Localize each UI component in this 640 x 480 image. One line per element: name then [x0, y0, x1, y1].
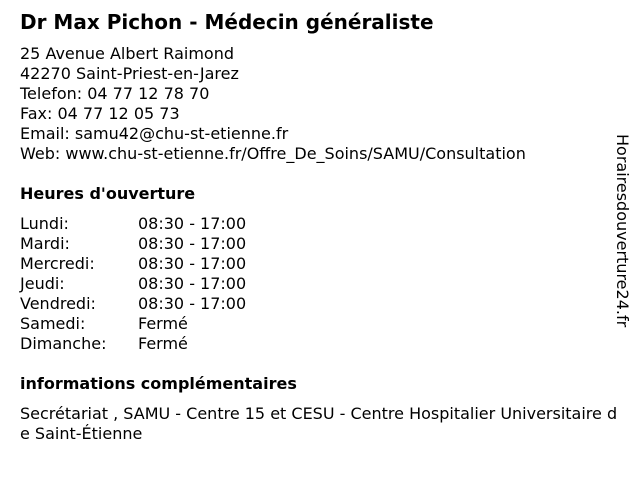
- website-url: Web: www.chu-st-etienne.fr/Offre_De_Soins/SAMU/Consultation: [20, 144, 526, 163]
- address-city: 42270 Saint-Priest-en-Jarez: [20, 64, 239, 83]
- day-hours: Fermé: [138, 314, 188, 333]
- hours-row-sunday: [20, 334, 320, 354]
- day-label: Vendredi:: [20, 294, 96, 313]
- day-label: Mercredi:: [20, 254, 95, 273]
- phone-number: Telefon: 04 77 12 78 70: [20, 84, 210, 103]
- day-hours: 08:30 - 17:00: [138, 274, 247, 293]
- day-label: Lundi:: [20, 214, 69, 233]
- day-hours: Fermé: [138, 334, 188, 353]
- day-hours: 08:30 - 17:00: [138, 234, 247, 253]
- site-watermark: Horairesdouverture24.fr: [613, 134, 632, 328]
- additional-info-text: Secrétariat , SAMU - Centre 15 et CESU - Centre Hospitalier Universitaire de Saint-Étienne: [20, 404, 618, 443]
- hours-row-tuesday: [20, 234, 320, 254]
- hours-row-wednesday: [20, 254, 320, 274]
- day-label: Jeudi:: [20, 274, 65, 293]
- day-hours: 08:30 - 17:00: [138, 214, 247, 233]
- page-title: Dr Max Pichon - Médecin généraliste: [20, 10, 434, 34]
- day-label: Dimanche:: [20, 334, 107, 353]
- address-street: 25 Avenue Albert Raimond: [20, 44, 234, 63]
- opening-hours-heading: Heures d'ouverture: [20, 184, 196, 203]
- fax-number: Fax: 04 77 12 05 73: [20, 104, 180, 123]
- additional-info-heading: informations complémentaires: [20, 374, 297, 393]
- email-address: Email: samu42@chu-st-etienne.fr: [20, 124, 289, 143]
- contact-block: [20, 44, 526, 164]
- day-hours: 08:30 - 17:00: [138, 294, 247, 313]
- hours-row-thursday: [20, 274, 320, 294]
- day-label: Mardi:: [20, 234, 70, 253]
- opening-hours-table: [20, 214, 320, 354]
- hours-row-monday: [20, 214, 320, 234]
- day-label: Samedi:: [20, 314, 86, 333]
- day-hours: 08:30 - 17:00: [138, 254, 247, 273]
- hours-row-saturday: [20, 314, 320, 334]
- hours-row-friday: [20, 294, 320, 314]
